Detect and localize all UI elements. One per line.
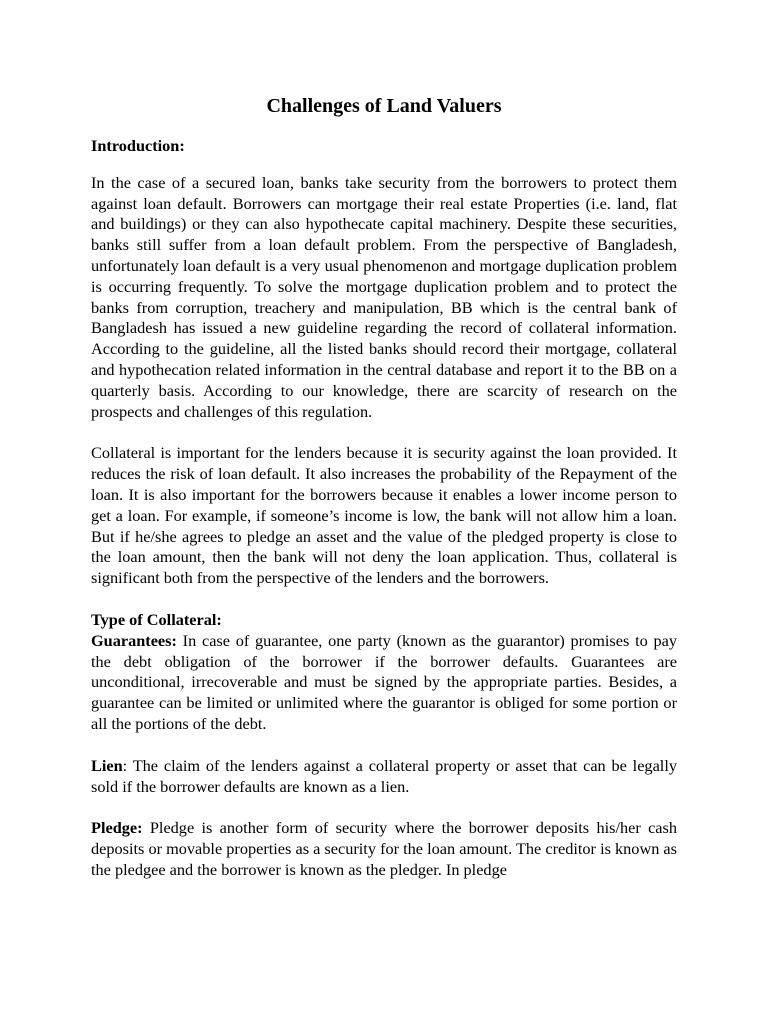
guarantees-paragraph <box>91 631 677 735</box>
document-title: Challenges of Land Valuers <box>266 95 502 117</box>
introduction-paragraph-1: In the case of a secured loan, banks take security from the borrowers to protect them against loan default. Borrowers can mortgage their real estate Properties (i.e. land, flat and buildings) or they can also hypothecate capital machinery. Despite these securities, banks still suffer from a loan default problem. From the perspective of Bangladesh, unfortunately loan default is a very usual phenomenon and mortgage duplication problem is occurring frequently. To solve the mortgage duplication problem and to protect the banks from corruption, treachery and manipulation, BB which is the central bank of Bangladesh has issued a new guideline regarding the record of collateral information. According to the guideline, all the listed banks should record their mortgage, collateral and hypothecation related information in the central database and report it to the BB on a quarterly basis. According to our knowledge, there are scarcity of research on the prospects and challenges of this regulation. <box>91 172 677 421</box>
pledge-term: Pledge: <box>91 818 143 838</box>
introduction-paragraph-2: Collateral is important for the lenders because it is security against the loan provided. It reduces the risk of loan default. It also increases the probability of the Repayment of the loan. It is also important for the borrowers because it enables a lower income person to get a loan. For example, if someone’s income is low, the bank will not allow him a loan. But if he/she agrees to pledge an asset and the value of the pledged property is close to the loan amount, then the bank will not deny the loan application. Thus, collateral is significant both from the perspective of the lenders and the borrowers. <box>91 443 677 588</box>
collateral-types-heading: Type of Collateral: <box>91 609 222 629</box>
guarantees-term: Guarantees: <box>91 630 177 650</box>
introduction-heading: Introduction: <box>91 136 185 155</box>
document-page <box>91 92 677 902</box>
lien-term: Lien <box>91 755 123 775</box>
guarantees-text: In case of guarantee, one party (known as the guarantor) promises to pay the debt obligation of the borrower if the borrower defaults. Guarantees are unconditional, irrecoverable and must be signed by the appropriate parties. Besides, a guarantee can be limited or unlimited where the guarantor is obliged for some portion or all the portions of the debt. <box>91 630 677 733</box>
lien-text: : The claim of the lenders against a collateral property or asset that can be legally sold if the borrower defaults are known as a lien. <box>91 755 677 796</box>
lien-paragraph <box>91 756 677 798</box>
pledge-paragraph <box>91 818 677 880</box>
pledge-text: Pledge is another form of security where the borrower deposits his/her cash deposits or movable properties as a security for the loan amount. The creditor is known as the pledgee and the borrower is known as the pledger. In pledge <box>91 818 677 879</box>
